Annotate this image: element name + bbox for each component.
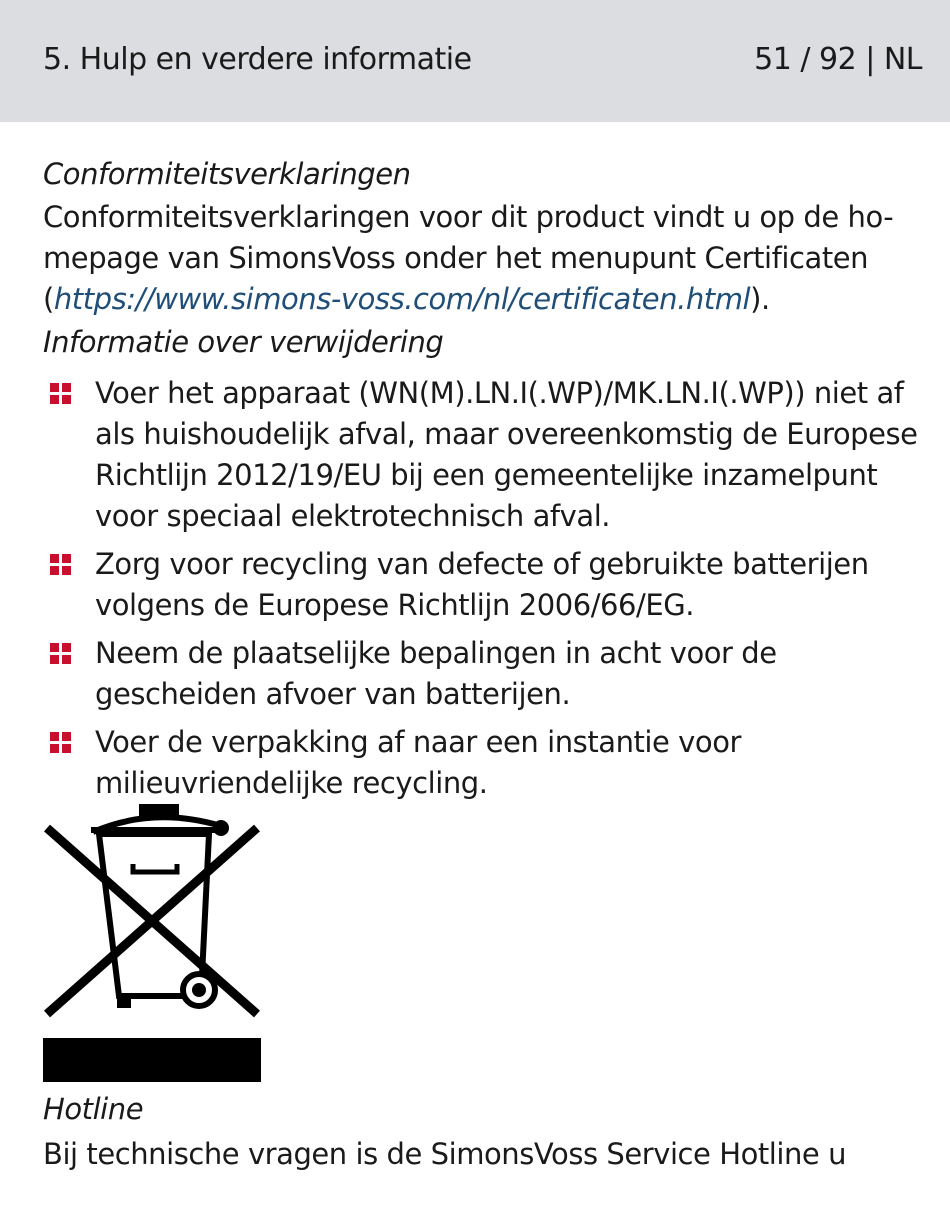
disposal-list xyxy=(43,373,923,804)
list-item-text: Neem de plaatselijke bepalingen in acht voor de gescheiden afvoer van batterijen. xyxy=(95,636,777,711)
list-item xyxy=(43,373,923,537)
section-title: 5. Hulp en verdere informatie xyxy=(43,42,472,77)
list-item-text: Voer het apparaat (WN(M).LN.I(.WP)/MK.LN.I(.WP)) niet af als huishoudelijk afval, maar overeenkomstig de Europese Richtlijn 2012/19/EU bij een gemeentelijke inzamelpunt voor speciaal elektrotechnisch afval. xyxy=(95,376,918,533)
list-item xyxy=(43,722,923,804)
bullet-icon xyxy=(50,554,71,575)
disposal-heading: Informatie over verwijdering xyxy=(43,325,444,359)
list-item-text: Voer de verpakking af naar een instantie voor milieuvriendelijke recycling. xyxy=(95,725,741,800)
page-number: 51 / 92 | NL xyxy=(754,42,922,77)
certificates-link[interactable]: https://www.simons-voss.com/nl/certificaten.html xyxy=(53,282,751,316)
conformity-heading: Conformiteitsverklaringen xyxy=(43,157,411,191)
crossed-out-wheelie-bin-icon xyxy=(43,800,263,1084)
bullet-icon xyxy=(50,732,71,753)
hotline-text: Bij technische vragen is de SimonsVoss Service Hotline u xyxy=(43,1137,847,1171)
bullet-icon xyxy=(50,383,71,404)
conformity-text: Conformiteitsverklaringen voor dit product vindt u op de ho-mepage van SimonsVoss onder het menupunt Certificaten ( xyxy=(43,200,894,316)
main-content xyxy=(43,154,923,811)
list-item xyxy=(43,544,923,626)
list-item-text: Zorg voor recycling van defecte of gebruikte batterijen volgens de Europese Richtlijn 2006/66/EG. xyxy=(95,547,869,622)
conformity-text-end: ). xyxy=(750,282,770,316)
list-item xyxy=(43,633,923,715)
page-header xyxy=(0,0,950,122)
hotline-heading: Hotline xyxy=(43,1092,144,1126)
bullet-icon xyxy=(50,643,71,664)
conformity-paragraph xyxy=(43,197,923,320)
